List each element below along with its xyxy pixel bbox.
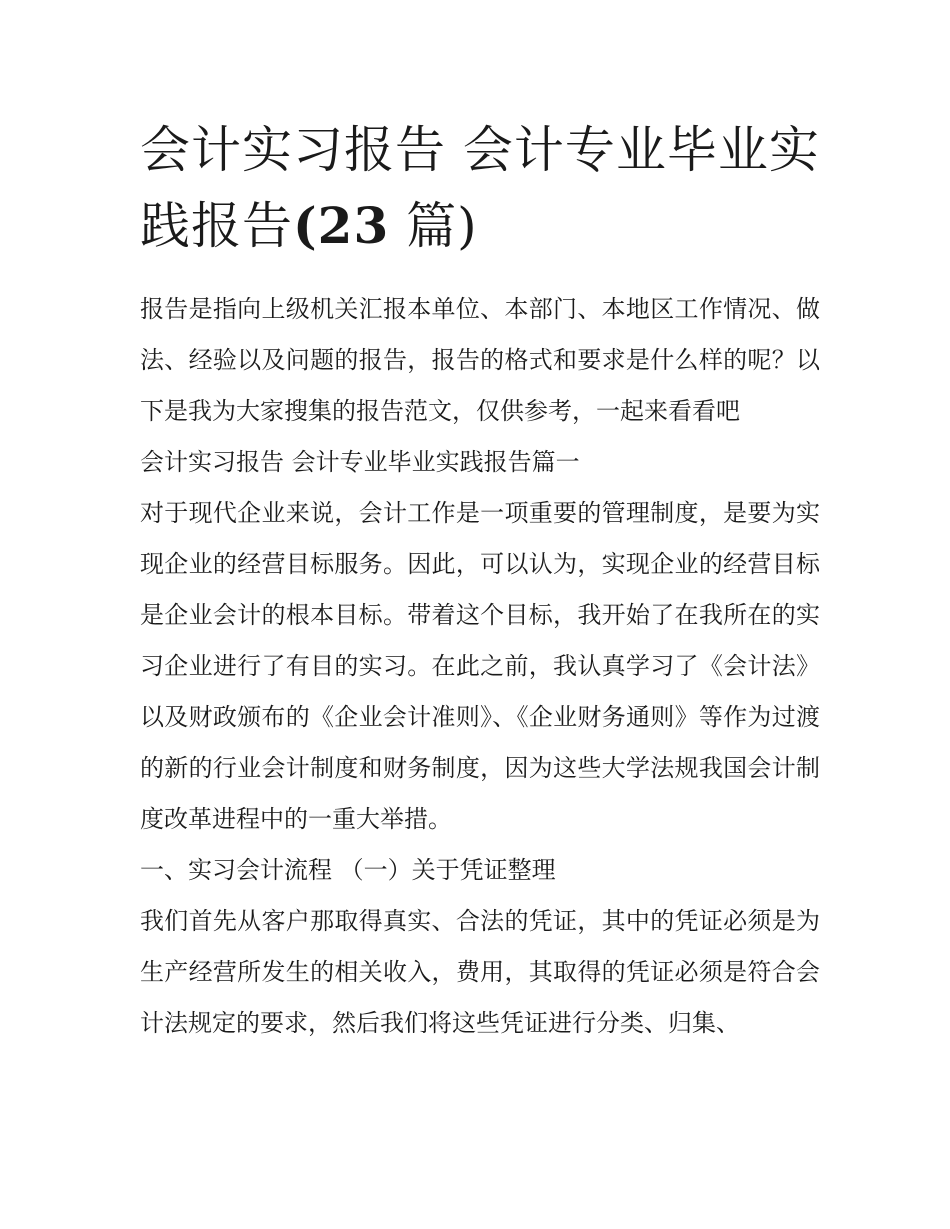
title-line-2-suffix: 篇) [406,197,478,255]
title-line-2-prefix: 践报告 [140,197,293,255]
section-heading: 会计实习报告 会计专业毕业实践报告篇一 [140,448,580,476]
title-line-2-number: (23 [293,196,390,255]
body-paragraph-1: 对于现代企业来说，会计工作是一项重要的管理制度，是要为实现企业的经营目标服务。因此，可以认为，实现企业的经营目标是企业会计的根本目标。带着这个目标，我开始了在我所在的实习企业进行了有目的实习。在此之前，我认真学习了《会计法》以及财政颁布的《企业会计准则》、《企业财务通则》等作为过渡的新的行业会计制度和财务制度，因为这些大学法规我国会计制度改革进程中的一重大举措。 [140,499,820,833]
body-paragraph-2: 我们首先从客户那取得真实、合法的凭证，其中的凭证必须是为生产经营所发生的相关收入，费用，其取得的凭证必须是符合会计法规定的要求，然后我们将这些凭证进行分类、归集、 [140,907,820,1037]
document-title [140,112,820,264]
subheading: 一、实习会计流程 （一）关于凭证整理 [140,856,556,884]
title-line-1: 会计实习报告 会计专业毕业实 [140,121,820,179]
intro-paragraph: 报告是指向上级机关汇报本单位、本部门、本地区工作情况、做法、经验以及问题的报告，报告的格式和要求是什么样的呢？以下是我为大家搜集的报告范文，仅供参考，一起来看看吧 [140,295,820,425]
document-page [140,112,820,1049]
